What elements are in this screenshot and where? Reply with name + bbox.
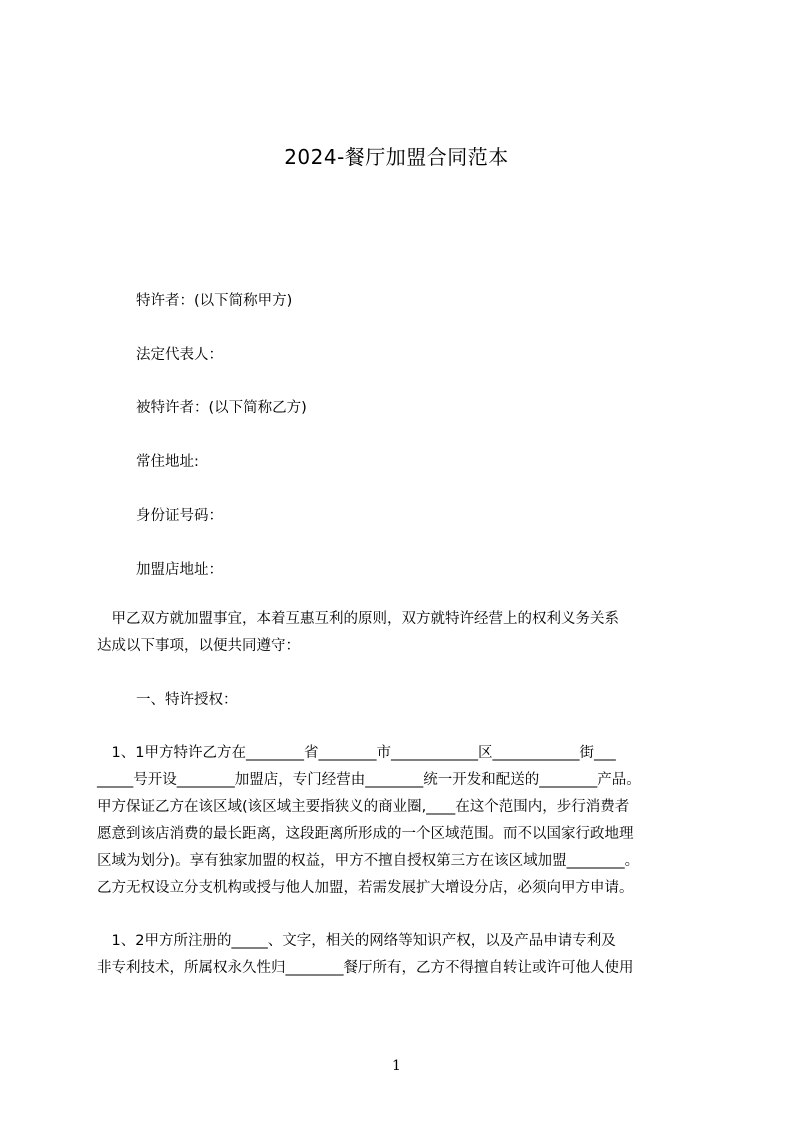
address-field: 常住地址: [136,454,199,470]
clause-line: 区域为划分)。享有独家加盟的权益，甲方不擅自授权第三方在该区域加盟________。 [97,853,640,869]
legal-rep-field: 法定代表人： [136,347,223,363]
id-number-field: 身份证号码： [136,508,223,524]
clause-1-1 [97,740,705,902]
page-number: 1 [392,1058,401,1074]
franchisee-field: 被特许者：(以下简称乙方) [136,400,307,416]
store-address-field: 加盟店地址： [136,562,223,578]
intro-line: 甲乙双方就加盟事宜，本着互惠互利的原则，双方就特许经营上的权利义务关系 [97,611,619,627]
franchisor-field: 特许者：(以下简称甲方) [136,293,293,309]
clause-line: 乙方无权设立分支机构或授与他人加盟，若需发展扩大增设分店，必须向甲方申请。 [97,880,634,896]
document-title: 2024-餐厅加盟合同范本 [284,145,509,169]
section-heading: 一、特许授权： [136,692,238,708]
clause-line: 1、2甲方所注册的_____、文字，相关的网络等知识产权，以及产品申请专利及 [97,933,616,949]
clause-line: 愿意到该店消费的最长距离，这段距离所形成的一个区域范围。而不以国家行政地理 [97,826,634,842]
clause-line: 1、1甲方特许乙方在________省________市____________区____________街___ [97,745,616,761]
intro-paragraph [97,606,705,660]
clause-line: 甲方保证乙方在该区域(该区域主要指狭义的商业圈,____在这个范围内，步行消费者 [97,799,630,815]
clause-line: _____号开设________加盟店，专门经营由________统一开发和配送的________产品。 [97,772,641,788]
intro-line: 达成以下事项，以便共同遵守： [97,638,300,654]
clause-1-2 [97,928,705,982]
clause-line: 非专利技术，所属权永久性归________餐厅所有，乙方不得擅自转让或许可他人使用 [97,960,634,976]
